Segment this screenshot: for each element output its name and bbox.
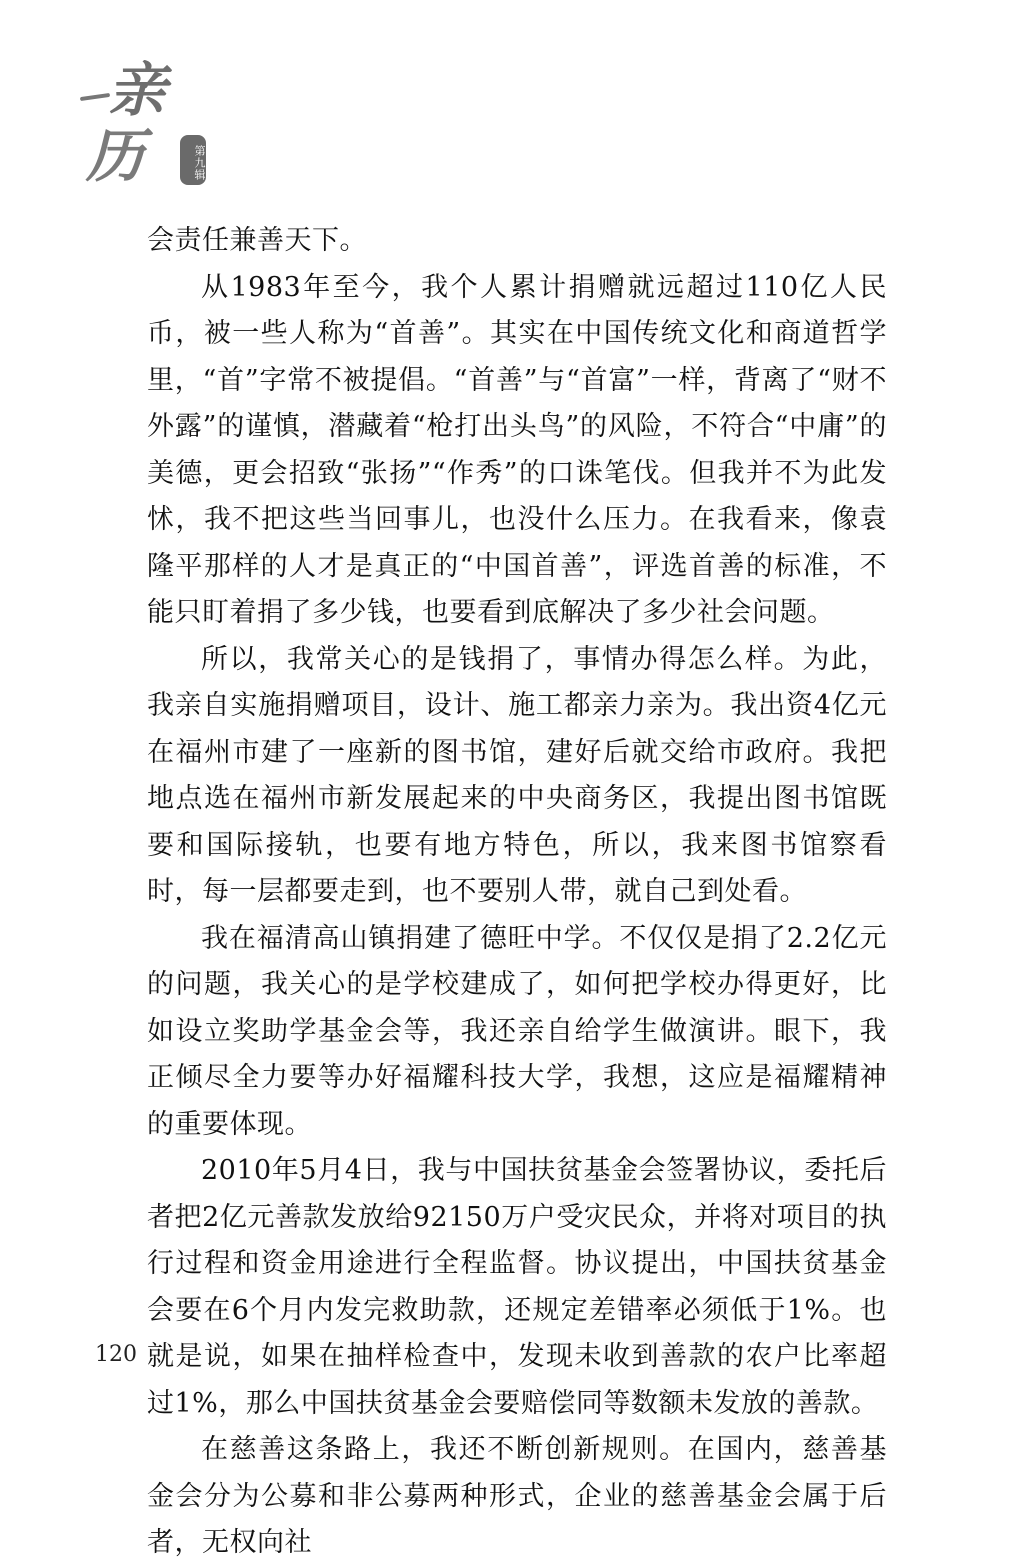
paragraph: 2010年5月4日，我与中国扶贫基金会签署协议，委托后者把2亿元善款发放给92150万户受灾民众，并将对项目的执行过程和资金用途进行全程监督。协议提出，中国扶贫基金会要在6个月内发完救助款，还规定差错率必须低于1%。也就是说，如果在抽样检查中，发现未收到善款的农户比率超过1%，那么中国扶贫基金会要赔偿同等数额未发放的善款。 (147, 1155, 887, 1419)
page-body-text (147, 218, 887, 1567)
book-series-logo (80, 55, 206, 195)
logo-seal-stamp: 第九辑 (180, 135, 206, 185)
paragraph: 从1983年至今，我个人累计捐赠就远超过110亿人民币，被一些人称为“首善”。其实在中国传统文化和商道哲学里，“首”字常不被提倡。“首善”与“首富”一样，背离了“财不外露”的谨慎，潜藏着“枪打出头鸟”的风险，不符合“中庸”的美德，更会招致“张扬”“作秀”的口诛笔伐。但我并不为此发怵，我不把这些当回事儿，也没什么压力。在我看来，像袁隆平那样的人才是真正的“中国首善”，评选首善的标准，不能只盯着捐了多少钱，也要看到底解决了多少社会问题。 (147, 271, 887, 628)
paragraph: 我在福清高山镇捐建了德旺中学。不仅仅是捐了2.2亿元的问题，我关心的是学校建成了，如何把学校办得更好，比如设立奖助学基金会等，我还亲自给学生做演讲。眼下，我正倾尽全力要等办好福耀科技大学，我想，这应是福耀精神的重要体现。 (147, 922, 887, 1140)
paragraph-continuation: 会责任兼善天下。 (147, 225, 367, 256)
page-number: 120 (95, 1342, 137, 1367)
paragraph: 所以，我常关心的是钱捐了，事情办得怎么样。为此，我亲自实施捐赠项目，设计、施工都亲力亲为。我出资4亿元在福州市建了一座新的图书馆，建好后就交给市政府。我把地点选在福州市新发展起来的中央商务区，我提出图书馆既要和国际接轨，也要有地方特色，所以，我来图书馆察看时，每一层都要走到，也不要别人带，就自己到处看。 (147, 643, 887, 907)
logo-character-qin: 亲 (108, 56, 167, 124)
paragraph: 在慈善这条路上，我还不断创新规则。在国内，慈善基金会分为公募和非公募两种形式，企业的慈善基金会属于后者，无权向社 (147, 1434, 887, 1558)
logo-character-li: 历 (86, 122, 145, 190)
logo-brush-stroke (80, 93, 110, 101)
